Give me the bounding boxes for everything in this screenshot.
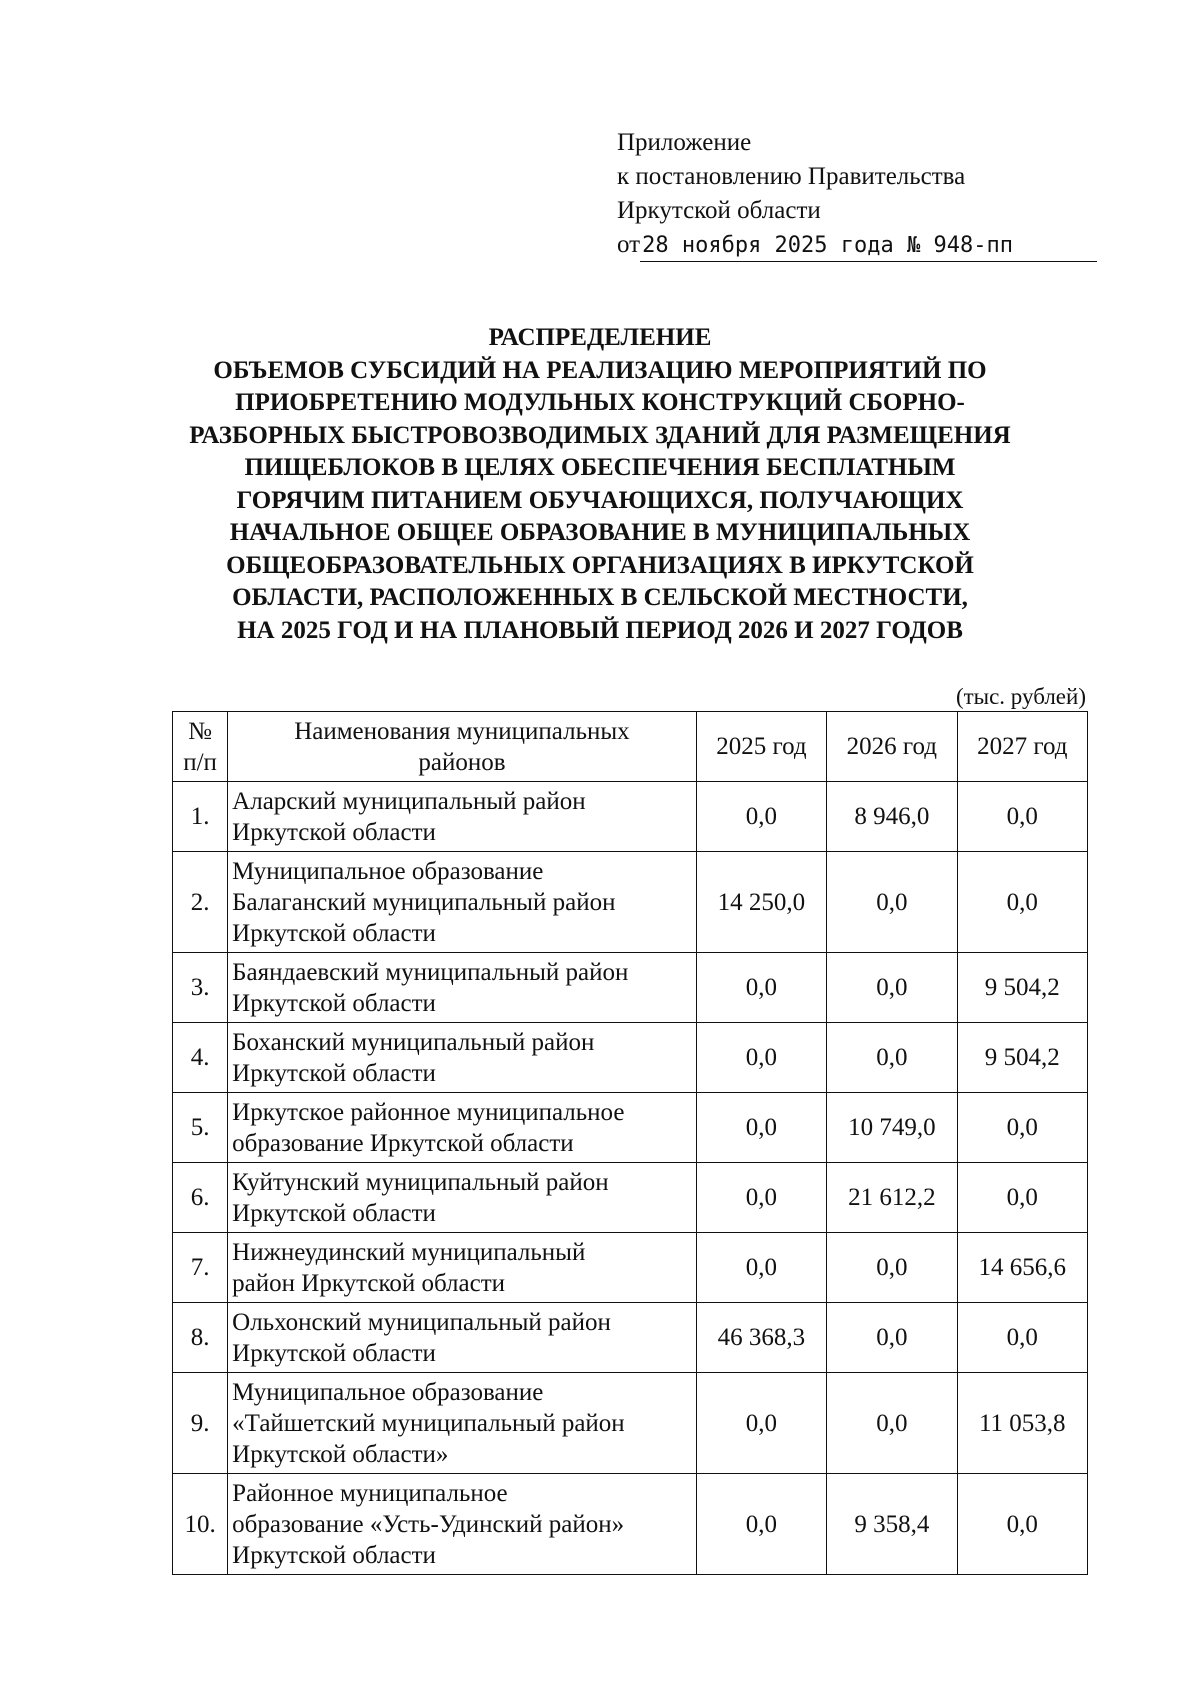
row-number: 2.: [173, 852, 228, 953]
document-title: [140, 322, 1060, 647]
value-2027: 0,0: [957, 782, 1087, 852]
title-line: ОБЛАСТИ, РАСПОЛОЖЕННЫХ В СЕЛЬСКОЙ МЕСТНОСТИ,: [232, 584, 968, 611]
district-name: [228, 1163, 697, 1233]
title-line: ОБЪЕМОВ СУБСИДИЙ НА РЕАЛИЗАЦИЮ МЕРОПРИЯТИЙ ПО: [213, 356, 987, 384]
title-line: ГОРЯЧИМ ПИТАНИЕМ ОБУЧАЮЩИХСЯ, ПОЛУЧАЮЩИХ: [236, 486, 964, 514]
value-2025: 0,0: [696, 1373, 826, 1474]
title-line: РАСПРЕДЕЛЕНИЕ: [488, 324, 712, 351]
district-name: [228, 953, 697, 1023]
distribution-table: [172, 711, 1088, 1575]
value-2025: 0,0: [696, 1233, 826, 1303]
district-name: [228, 1233, 697, 1303]
district-name-line: Муниципальное образование: [232, 1378, 544, 1406]
district-name-line: Нижнеудинский муниципальный: [232, 1238, 586, 1266]
appendix-block: [617, 126, 1097, 262]
table-row: [173, 1303, 1088, 1373]
row-number: 10.: [173, 1474, 228, 1575]
appendix-date-prefix: от: [617, 231, 641, 258]
district-name: [228, 1093, 697, 1163]
value-2026: 10 749,0: [827, 1093, 957, 1163]
header-2027: 2027 год: [957, 712, 1087, 782]
title-line: РАЗБОРНЫХ БЫСТРОВОЗВОДИМЫХ ЗДАНИЙ ДЛЯ РАЗМЕЩЕНИЯ: [189, 421, 1011, 449]
district-name: [228, 852, 697, 953]
value-2027: 0,0: [957, 852, 1087, 953]
table-row: [173, 953, 1088, 1023]
title-line: ПИЩЕБЛОКОВ В ЦЕЛЯХ ОБЕСПЕЧЕНИЯ БЕСПЛАТНЫМ: [244, 454, 956, 481]
district-name-line: Иркутской области: [232, 1339, 436, 1367]
title-line: НА 2025 ГОД И НА ПЛАНОВЫЙ ПЕРИОД 2026 И 2027 ГОДОВ: [237, 616, 963, 644]
district-name: [228, 1373, 697, 1474]
value-2027: 0,0: [957, 1093, 1087, 1163]
district-name-line: Иркутской области»: [232, 1440, 449, 1468]
value-2026: 0,0: [827, 852, 957, 953]
district-name-line: Ольхонский муниципальный район: [232, 1308, 611, 1336]
appendix-resolution: к постановлению Правительства: [617, 163, 966, 190]
value-2027: 9 504,2: [957, 953, 1087, 1023]
row-number: 6.: [173, 1163, 228, 1233]
value-2025: 14 250,0: [696, 852, 826, 953]
header-2026: 2026 год: [827, 712, 957, 782]
value-2027: 11 053,8: [957, 1373, 1087, 1474]
table-row: [173, 1373, 1088, 1474]
district-name-line: Иркутской области: [232, 919, 436, 947]
district-name-line: Районное муниципальное: [232, 1479, 508, 1507]
value-2025: 0,0: [696, 1093, 826, 1163]
value-2026: 21 612,2: [827, 1163, 957, 1233]
value-2025: 0,0: [696, 1023, 826, 1093]
title-line: ОБЩЕОБРАЗОВАТЕЛЬНЫХ ОРГАНИЗАЦИЯХ В ИРКУТСКОЙ: [226, 551, 974, 579]
value-2026: 0,0: [827, 1023, 957, 1093]
title-line: НАЧАЛЬНОЕ ОБЩЕЕ ОБРАЗОВАНИЕ В МУНИЦИПАЛЬНЫХ: [229, 519, 971, 546]
district-name-line: «Тайшетский муниципальный район: [232, 1409, 625, 1437]
table-header-row: [173, 712, 1088, 782]
value-2025: 46 368,3: [696, 1303, 826, 1373]
value-2027: 14 656,6: [957, 1233, 1087, 1303]
district-name: [228, 1303, 697, 1373]
district-name-line: Аларский муниципальный район: [232, 787, 586, 815]
value-2026: 0,0: [827, 1373, 957, 1474]
value-2027: 9 504,2: [957, 1023, 1087, 1093]
table-row: [173, 1023, 1088, 1093]
value-2026: 0,0: [827, 953, 957, 1023]
table-row: [173, 782, 1088, 852]
row-number: 4.: [173, 1023, 228, 1093]
district-name-line: Иркутской области: [232, 818, 436, 846]
district-name-line: Иркутской области: [232, 1541, 436, 1569]
row-number: 3.: [173, 953, 228, 1023]
value-2025: 0,0: [696, 953, 826, 1023]
table-row: [173, 1093, 1088, 1163]
row-number: 5.: [173, 1093, 228, 1163]
header-name: Наименования муниципальных районов: [228, 712, 697, 782]
district-name-line: Муниципальное образование: [232, 857, 544, 885]
value-2026: 8 946,0: [827, 782, 957, 852]
table-row: [173, 1474, 1088, 1575]
value-2025: 0,0: [696, 1474, 826, 1575]
table-row: [173, 852, 1088, 953]
district-name-line: Боханский муниципальный район: [232, 1028, 595, 1056]
header-number: № п/п: [173, 712, 228, 782]
district-name-line: образование «Усть-Удинский район»: [232, 1510, 625, 1538]
district-name-line: Баяндаевский муниципальный район: [232, 958, 629, 986]
row-number: 8.: [173, 1303, 228, 1373]
district-name-line: Балаганский муниципальный район: [232, 888, 616, 916]
value-2027: 0,0: [957, 1163, 1087, 1233]
district-name-line: Иркутской области: [232, 1199, 436, 1227]
header-2025: 2025 год: [696, 712, 826, 782]
appendix-region: Иркутской области: [617, 197, 821, 224]
district-name: [228, 1474, 697, 1575]
value-2026: 0,0: [827, 1303, 957, 1373]
appendix-date-value: 28 ноября 2025 года № 948-пп: [640, 231, 1097, 262]
district-name: [228, 782, 697, 852]
district-name-line: Иркутской области: [232, 1059, 436, 1087]
district-name: [228, 1023, 697, 1093]
appendix-label: Приложение: [617, 129, 752, 156]
value-2027: 0,0: [957, 1303, 1087, 1373]
district-name-line: Иркутской области: [232, 989, 436, 1017]
value-2026: 0,0: [827, 1233, 957, 1303]
district-name-line: Куйтунский муниципальный район: [232, 1168, 609, 1196]
district-name-line: район Иркутской области: [232, 1269, 506, 1297]
district-name-line: Иркутское районное муниципальное: [232, 1098, 625, 1126]
row-number: 7.: [173, 1233, 228, 1303]
value-2026: 9 358,4: [827, 1474, 957, 1575]
district-name-line: образование Иркутской области: [232, 1129, 574, 1157]
row-number: 1.: [173, 782, 228, 852]
table-body: [173, 782, 1088, 1575]
value-2025: 0,0: [696, 1163, 826, 1233]
value-2027: 0,0: [957, 1474, 1087, 1575]
table-row: [173, 1233, 1088, 1303]
appendix-date-line: [617, 228, 1097, 262]
title-line: ПРИОБРЕТЕНИЮ МОДУЛЬНЫХ КОНСТРУКЦИЙ СБОРНО-: [235, 389, 965, 416]
table-row: [173, 1163, 1088, 1233]
row-number: 9.: [173, 1373, 228, 1474]
units-label: (тыс. рублей): [955, 684, 1086, 709]
value-2025: 0,0: [696, 782, 826, 852]
